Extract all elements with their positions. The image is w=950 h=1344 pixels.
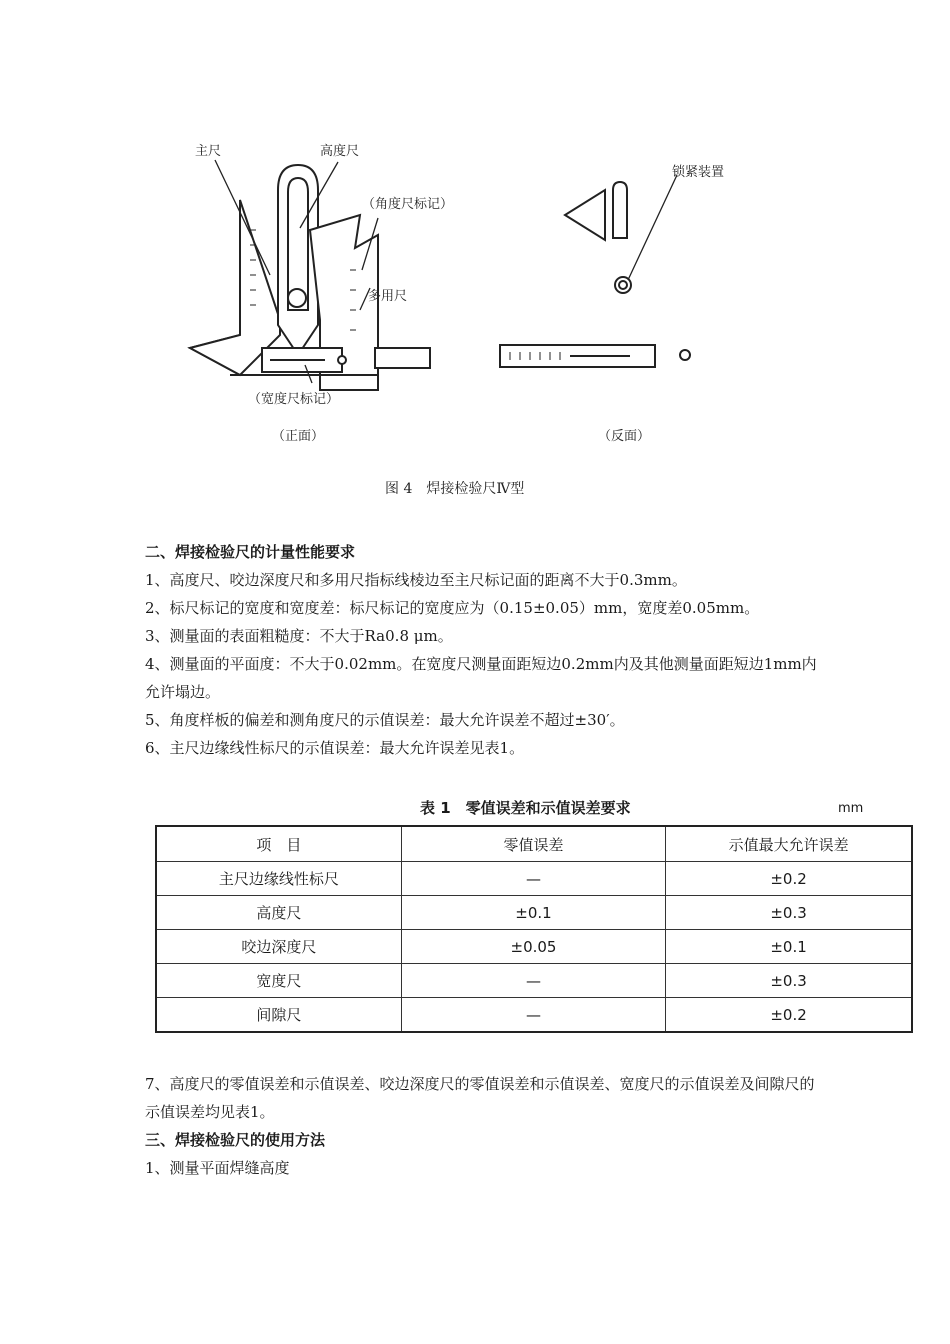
table-block: [150, 795, 920, 1024]
table-row: [156, 964, 912, 998]
row-max-error: ±0.2: [666, 998, 912, 1033]
section3-heading: 三、焊接检验尺的使用方法: [145, 1131, 326, 1149]
lock-knob-front: [288, 289, 306, 307]
label-height-ruler: 高度尺: [320, 144, 360, 159]
section2-item-3: 3、测量面的表面粗糙度：不大于Ra0.8 μm。: [145, 627, 453, 645]
row-max-error: ±0.1: [666, 930, 912, 964]
header-zero-error: 零值误差: [401, 826, 665, 862]
section2-item-1: 1、高度尺、咬边深度尺和多用尺指标线棱边至主尺标记面的距离不大于0.3mm。: [145, 571, 687, 589]
row-item: 间隙尺: [156, 998, 401, 1033]
label-lock: 锁紧装置: [672, 165, 725, 180]
label-front: （正面）: [272, 429, 325, 444]
section2-item-2: 2、标尺标记的宽度和宽度差：标尺标记的宽度应为（0.15±0.05）mm，宽度差0.05mm。: [145, 599, 760, 617]
table-title: 表 1 零值误差和示值误差要求: [420, 799, 631, 817]
label-angle-mark: （角度尺标记）: [362, 197, 454, 212]
height-ruler-slot: [278, 165, 318, 355]
header-item: 项 目: [156, 826, 401, 862]
section2-item-5: 5、角度样板的偏差和测角度尺的示值误差：最大允许误差不超过±30′。: [145, 711, 625, 729]
back-view: [500, 175, 690, 367]
row-zero-error: ±0.1: [401, 896, 665, 930]
row-item: 咬边深度尺: [156, 930, 401, 964]
row-zero-error: —: [401, 998, 665, 1033]
row-item: 高度尺: [156, 896, 401, 930]
row-max-error: ±0.2: [666, 862, 912, 896]
table-row: [156, 862, 912, 896]
row-zero-error: —: [401, 862, 665, 896]
row-max-error: ±0.3: [666, 896, 912, 930]
figure-caption: 图 4 焊接检验尺Ⅳ型: [385, 481, 525, 497]
table-unit: mm: [838, 801, 864, 816]
multi-ruler: [375, 348, 430, 368]
label-multi-ruler: 多用尺: [368, 289, 408, 304]
weld-gauge-drawing: [150, 120, 790, 510]
row-item: 宽度尺: [156, 964, 401, 998]
row-zero-error: —: [401, 964, 665, 998]
row-item: 主尺边缘线性标尺: [156, 862, 401, 896]
section2-item-7: 7、高度尺的零值误差和示值误差、咬边深度尺的零值误差和示值误差、宽度尺的示值误差及间隙尺的示值误差均见表1。: [145, 1075, 815, 1121]
table-row: [156, 998, 912, 1033]
front-view: [190, 160, 430, 390]
section2-item-6: 6、主尺边缘线性标尺的示值误差：最大允许误差见表1。: [145, 739, 525, 757]
label-back: （反面）: [598, 429, 651, 444]
label-width-mark: （宽度尺标记）: [248, 392, 340, 407]
back-body: [565, 190, 605, 240]
section2-item-4: 4、测量面的平面度：不大于0.02mm。在宽度尺测量面距短边0.2mm内及其他测量面距短边1mm内允许塌边。: [145, 655, 817, 701]
table-row: [156, 896, 912, 930]
weld-gauge-figure: [150, 120, 790, 510]
error-requirements-table: [155, 825, 913, 1033]
label-main-ruler: 主尺: [195, 144, 222, 159]
header-max-error: 示值最大允许误差: [666, 826, 912, 862]
section2-heading: 二、焊接检验尺的计量性能要求: [145, 543, 356, 561]
after-table-section: [145, 1070, 825, 1182]
table-header-row: [156, 826, 912, 862]
table-row: [156, 930, 912, 964]
section3-item-1: 1、测量平面焊缝高度: [145, 1159, 290, 1177]
row-zero-error: ±0.05: [401, 930, 665, 964]
section2: [145, 538, 825, 762]
row-max-error: ±0.3: [666, 964, 912, 998]
